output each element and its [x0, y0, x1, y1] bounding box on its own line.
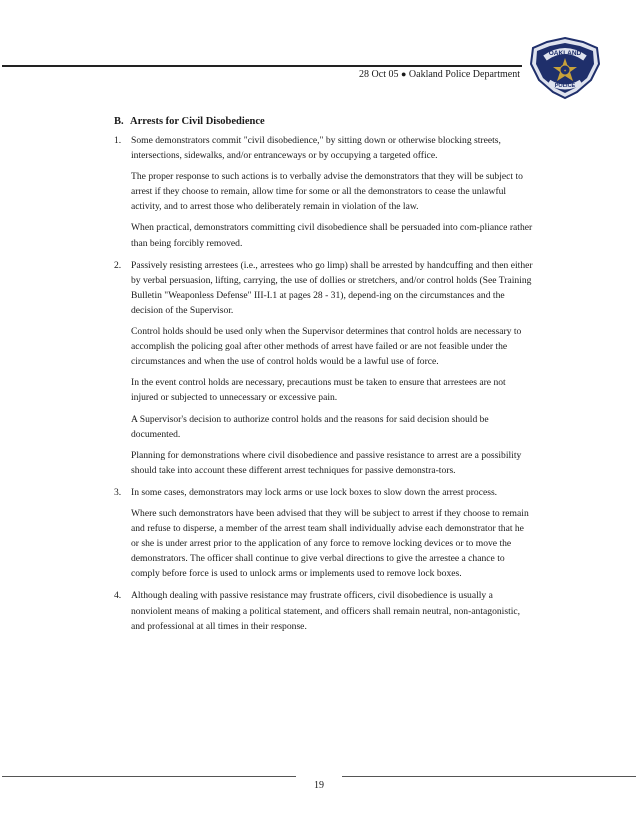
list-item: [114, 588, 534, 633]
paragraph: In the event control holds are necessary, precautions must be taken to ensure that arrestees are not injured or subjected to unnecessary or excessive pain.: [131, 377, 506, 404]
paragraph: Although dealing with passive resistance may frustrate officers, civil disobedience is usually a nonviolent means of making a political statement, and officers shall remain neutral, non-antagonistic, and professional at all times in their response.: [131, 590, 521, 632]
paragraph: Some demonstrators commit "civil disobedience," by sitting down or otherwise blocking streets, intersections, sidewalks, and/or entranceways or by occupying a targeted office.: [131, 135, 501, 162]
page-header: [359, 69, 520, 80]
header-separator: ●: [400, 69, 407, 79]
item-number: 4.: [114, 590, 122, 602]
page-number: 19: [314, 780, 324, 791]
paragraph: In some cases, demonstrators may lock arms or use lock boxes to slow down the arrest process.: [131, 486, 498, 498]
paragraph: Where such demonstrators have been advised that they will be subject to arrest if they choose to remain and refuse to disperse, a member of the arrest team shall individually advise each demonstrator that he or she is under arrest prior to the application of any force to remove locking devices or to move the demonstrators. The officer shall continue to give verbal directions to give the arrestee a chance to comply before force is used to unlock arms or implements used to remove lock boxes.: [131, 507, 529, 580]
list-item: [114, 133, 534, 251]
header-department: Oakland Police Department: [408, 69, 520, 80]
section-letter: B.: [114, 116, 124, 127]
oakland-police-badge-icon: [525, 36, 605, 100]
list-item: [114, 485, 534, 582]
list-item: [114, 258, 534, 478]
paragraph: When practical, demonstrators committing civil disobedience shall be persuaded into com-pliance rather than being forcibly removed.: [131, 222, 533, 249]
document-body: [114, 133, 534, 641]
header-date: 28 Oct 05: [359, 69, 399, 80]
badge-top-text: OAKLAND: [548, 50, 582, 57]
paragraph: A Supervisor's decision to authorize control holds and the reasons for said decision should be documented.: [131, 413, 489, 440]
footer-rule-left: [2, 776, 296, 777]
item-number: 2.: [114, 259, 122, 271]
section-heading: [114, 116, 265, 127]
header-rule: [2, 65, 522, 67]
paragraph: The proper response to such actions is to verbally advise the demonstrators that they will be subject to arrest if they choose to remain, allow time for some or all the demonstrators to cease the unlawful activity, and to arrest those who deliberately remain in violation of the law.: [131, 171, 523, 213]
paragraph: Control holds should be used only when the Supervisor determines that control holds are necessary to accomplish the policing goal after other methods of arrest have failed or are not feasible under the circumstances and when the use of control holds would be a lawful use of force.: [131, 326, 522, 368]
paragraph: Planning for demonstrations where civil disobedience and passive resistance to arrest are a possibility should take into account these different arrest techniques for passive demonstra-tors.: [131, 449, 522, 476]
item-number: 3.: [114, 486, 122, 498]
item-number: 1.: [114, 135, 122, 146]
paragraph: Passively resisting arrestees (i.e., arrestees who go limp) shall be arrested by handcuffing and then either by verbal persuasion, lifting, carrying, the use of dollies or stretchers, and/or control holds (See Training Bulletin "Weaponless Defense" III-I.1 at pages 28 - 31), depend-ing on the circumstances and the decision of the Supervisor.: [131, 259, 533, 316]
footer-rule-right: [342, 776, 636, 777]
section-title: Arrests for Civil Disobedience: [130, 116, 265, 127]
badge-bottom-text: POLICE: [554, 83, 576, 89]
svg-text:✦: ✦: [563, 68, 567, 73]
